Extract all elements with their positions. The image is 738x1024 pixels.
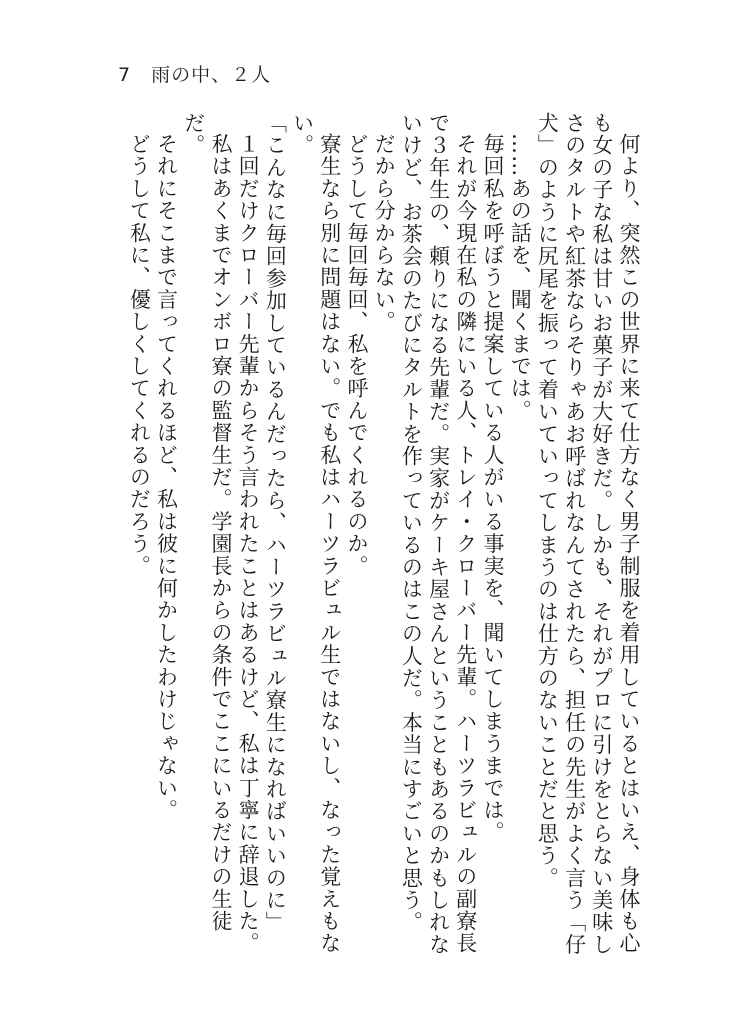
dialogue-paragraph: 「こんなに毎回参加しているんだったら、ハーツラビュル寮生になればいいのに」 xyxy=(263,112,288,934)
paragraph: ……あの話を、聞くまでは。 xyxy=(508,133,533,422)
paragraph: 何より、突然この世界に来て仕方なく男子制服を着用しているとはいえ、身体も心も女の子な私は甘いお菓子が大好きだ。しかも、それがプロに引けをとらない美味しさのタルトや紅茶ならそりゃあお呼ばれなんてされたら、担任の先生がよく言う「仔犬」のように尻尾を振って着いていってしまうのは仕方のないことだと思う。 xyxy=(535,112,641,956)
paragraph: どうして私に、優しくしてくれるのだろう。 xyxy=(127,133,152,577)
paragraph: それが今現在私の隣にいる人、トレイ・クローバー先輩。ハーツラビュルの副寮長で３年生の、頼りになる先輩だ。実家がケーキ屋さんということもあるのかもしれないけど、お茶会のたびにタルトを作っているのはこの人だ。本当にすごいと思う。 xyxy=(399,112,478,956)
paragraph: 毎回私を呼ぼうと提案している人がいる事実を、聞いてしまうまでは。 xyxy=(480,133,505,844)
paragraph: だから分からない。 xyxy=(372,133,397,333)
paragraph: それにそこまで言ってくれるほど、私は彼に何かしたわけじゃない。 xyxy=(154,133,179,822)
paragraph: 私はあくまでオンボロ寮の監督生だ。学園長からの条件でここにいるだけの生徒だ。 xyxy=(181,112,233,933)
paragraph: １回だけクローバー先輩からそう言われたことはあるけど、私は丁寧に辞退した。 xyxy=(236,133,261,955)
paragraph: どうして毎回毎回、私を呼んでくれるのか。 xyxy=(344,133,369,577)
chapter-title: 7 雨の中、２人 xyxy=(118,64,272,86)
vertical-body-text xyxy=(125,112,642,972)
paragraph: 寮生なら別に問題はない。でも私はハーツラビュル生ではないし、なった覚えもない。 xyxy=(290,112,342,955)
